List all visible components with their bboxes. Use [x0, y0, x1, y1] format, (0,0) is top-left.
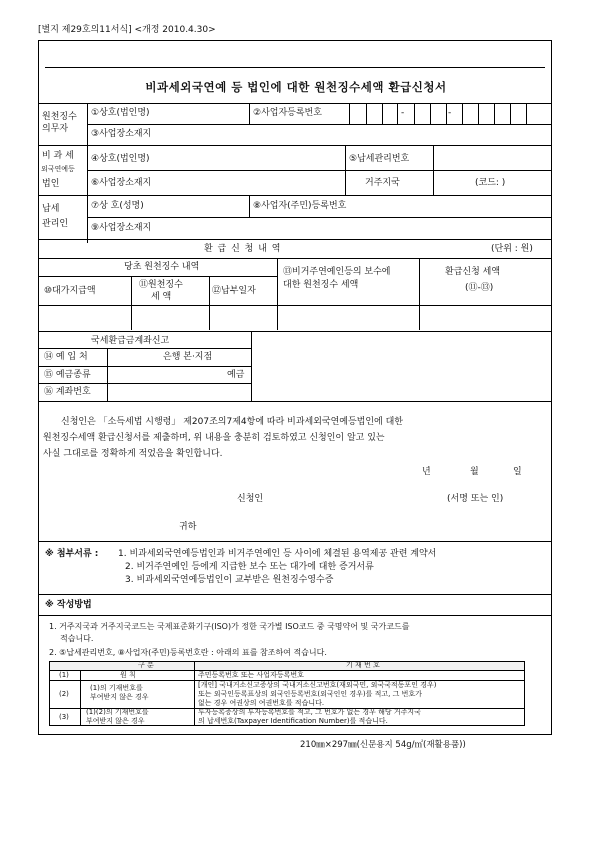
attachment-item-2: 2. 비거주연예인 등에게 지급한 보수 또는 대가에 대한 증거서류	[125, 562, 374, 572]
country-code-label: (코드: )	[475, 178, 506, 188]
manager-regno-label: ⑧사업자(주민)등록번호	[253, 201, 347, 211]
date-day: 일	[513, 467, 522, 477]
attachments-label: ※ 첨부서류 :	[45, 549, 99, 559]
account-number-label: ⑯ 계좌번호	[44, 387, 91, 397]
ref-row-3-desc-2: 의 납세번호(Taxpayer Identification Number)를 적습니다.	[198, 717, 388, 725]
ref-row-1-no: (1)	[59, 671, 69, 679]
col-10-label: ⑩대가지급액	[44, 286, 96, 296]
col-11-label: ⑪원천징수	[139, 280, 183, 290]
agent-address-label: ③사업장소재지	[91, 129, 152, 139]
ref-row-2-desc-3: 없는 경우 여권상의 여권번호를 적습니다.	[198, 699, 325, 707]
ref-row-3-case-2: 부여받지 않은 경우	[86, 717, 145, 725]
corp-name-label: ④상호(법인명)	[91, 154, 150, 164]
foreign-corp-label-3: 법인	[42, 179, 60, 189]
ref-row-1-desc: 주민등록번호 또는 사업자등록번호	[198, 671, 304, 679]
recipient-label: 귀하	[179, 522, 197, 532]
col-refund-label: 환급신청 세액	[445, 267, 501, 277]
col-13-label: ⑬비거주연예인등의 보수에	[283, 267, 391, 277]
instruction-item-1: 1. 거주지국과 거주지국코드는 국제표준화기구(ISO)가 정한 국가별 ISO코드 중 국명약어 및 국가코드를	[49, 622, 410, 631]
tax-mgmt-no-label: ⑤납세관리번호	[349, 154, 410, 164]
instructions-heading: ※ 작성방법	[45, 600, 92, 610]
col-13-label-2: 대한 원천징수 세액	[283, 280, 359, 290]
deposit-bank-label: ⑭ 예 입 처	[44, 352, 88, 362]
agent-name-label: ①상호(법인명)	[91, 108, 150, 118]
instruction-item-2: 2. ⑤납세관리번호, ⑧사업자(주민)등록번호란 : 아래의 표를 참조하여 적습니다.	[49, 648, 327, 657]
manager-address-label: ⑨사업장소재지	[91, 223, 152, 233]
withholding-agent-label-2: 의무자	[42, 124, 69, 134]
deposit-bank-value: 은행 본·지점	[163, 352, 213, 362]
ref-row-2-desc-1: [개인] 국내거소신고증상의 국내거소신고번호(재외국민, 외국국적동포인 경우)	[198, 681, 437, 689]
date-month: 월	[470, 467, 479, 477]
form-title: 비과세외국연예 등 법인에 대한 원천징수세액 환급신청서	[145, 80, 447, 94]
applicant-label: 신청인	[237, 494, 264, 504]
ref-row-2-case-2: 부여받지 않은 경우	[90, 693, 149, 701]
agent-bizno-label: ②사업자등록번호	[253, 108, 322, 118]
col-refund-formula: (⑪-⑬)	[465, 283, 494, 293]
ref-row-2-no: (2)	[59, 690, 69, 698]
ref-row-3-no: (3)	[59, 713, 69, 721]
deposit-type-value: 예금	[227, 370, 245, 380]
foreign-corp-label: 비 과 세	[42, 151, 74, 161]
ref-table-head-number: 기 재 번 호	[346, 661, 380, 669]
deposit-type-label: ⑮ 예금종류	[44, 370, 91, 380]
declaration-line-2: 원천징수세액 환급신청서를 제출하며, 위 내용을 충분히 검토하였고 신청인이 알고 있는	[43, 433, 385, 443]
account-heading: 국세환급금계좌신고	[91, 336, 170, 346]
manager-name-label: ⑦상 호(성명)	[91, 201, 144, 211]
declaration-line-1: 신청인은 「소득세법 시행령」 제207조의7제4항에 따라 비과세외국연예등법인에 대한	[61, 417, 404, 427]
paper-spec: 210㎜×297㎜(신문용지 54g/㎡(재활용품))	[300, 740, 466, 750]
col-11-label-2: 세 액	[151, 292, 172, 302]
ref-row-2-case: (1)의 기재번호를	[90, 684, 143, 692]
attachment-item-1: 1. 비과세외국연예등법인과 비거주연예인 등 사이에 체결된 용역제공 관련 계약서	[118, 549, 437, 559]
ref-row-2-desc-2: 또는 외국인등록표상의 외국인등록번호(외국인인 경우)를 적고, 그 번호가	[198, 690, 422, 698]
form-sheet: 비과세외국연예 등 법인에 대한 원천징수세액 환급신청서 원천징수 의무자 ①상호(법인명) ②사업자등록번호 - - ③사업장소재지 비 과 세 외국연예등 법인 ④상호(법인명) ⑤납세관리번호 ⑥사업장소재지 거주지국 (코드: ) 납세 관리인 ⑦상 호(성명) ⑧사업자(주민)등록번호 ⑨사업장소재지 환 급 신 청 내 역 (단위 : 원) 당초 원천징수 내역 ⑬비거주연예인등의 보수에 대한 원천징수 세액 환급신청 세액 (⑪-⑬) ⑩대가지급액 ⑪원천징수 세 액 ⑫납부일자 국세환급금계좌신고 ⑭ 예 입 처 은행 본·지점 ⑮ 예금종류 예금 ⑯ 계좌번호 신청인은 「소득세법 시행령」 제207조의7제4항에 따라 비과세외국연예등법인에 대한 원천징수세액 환급신청서를 제출하며, 위 내용을 충분히 검토하였고 신청인이 알고 있는 사실 그대로를 정확하게 적었음을 확인합니다. 년 월 일 신청인 (서명 또는 인) 귀하 ※ 첨부서류 : 1. 비과세외국연예등법인과 비거주연예인 등 사이에 체결된 용역제공 관련 계약서 2. 비거주연예인 등에게 지급한 보수 또는 대가에 대한 증거서류 3. 비과세외국연예등법인이 교부받은 원천징수영수증 ※ 작성방법 1. 거주지국과 거주지국코드는 국제표준화기구(ISO)가 정한 국가별 ISO코드 중 국명약어 및 국가코드를 적습니다. 2. ⑤납세관리번호, ⑧사업자(주민)등록번호란 : 아래의 표를 참조하여 적습니다. 구 분 기 재 번 호 (1) 원 칙 주민등록번호 또는 사업자등록번호 (2) (1)의 기재번호를 부여받지 않은 경우 [개인] 국내거소신고증상의 국내거소신고번호(재외국민, 외국국적동포인 경우) 또는 외국인등록표상의 외국인등록번호(외국인인 경우)를 적고, 그 번호가 없는 경우 여권상의 여권번호를 적습니다. (3) (1)(2)의 기재번호를 부여받지 않은 경우 투자등록증상의 투자등록번호를 적고, 그 번호가 없는 경우 해당 거주지국 의 납세번호(Taxpayer Identification Number)를 적습니다.	[38, 40, 552, 735]
foreign-corp-label-2: 외국연예등	[41, 165, 75, 173]
instruction-item-1-cont: 적습니다.	[60, 634, 94, 643]
corp-address-label: ⑥사업장소재지	[91, 178, 152, 188]
form-number: [별지 제29호의11서식] <개정 2010.4.30>	[38, 25, 216, 35]
ref-table-head-category: 구 분	[138, 661, 154, 669]
declaration-line-3: 사실 그대로를 정확하게 적었음을 확인합니다.	[43, 449, 223, 459]
ref-row-1-case: 원 칙	[120, 671, 136, 679]
date-year: 년	[422, 467, 431, 477]
ref-row-3-desc-1: 투자등록증상의 투자등록번호를 적고, 그 번호가 없는 경우 해당 거주지국	[198, 708, 421, 716]
col-12-label: ⑫납부일자	[212, 286, 256, 296]
withholding-agent-label: 원천징수	[42, 112, 77, 122]
original-withholding-heading: 당초 원천징수 내역	[124, 262, 200, 272]
tax-manager-label-2: 관리인	[42, 219, 69, 229]
unit-label: (단위 : 원)	[491, 244, 533, 254]
reference-table	[49, 661, 525, 726]
signature-label: (서명 또는 인)	[447, 494, 504, 504]
attachment-item-3: 3. 비과세외국연예등법인이 교부받은 원천징수영수증	[125, 575, 334, 585]
refund-heading: 환 급 신 청 내 역	[204, 244, 282, 254]
tax-manager-label: 납세	[42, 204, 60, 214]
ref-row-3-case: (1)(2)의 기재번호를	[86, 708, 149, 716]
residence-country-label: 거주지국	[365, 178, 400, 188]
